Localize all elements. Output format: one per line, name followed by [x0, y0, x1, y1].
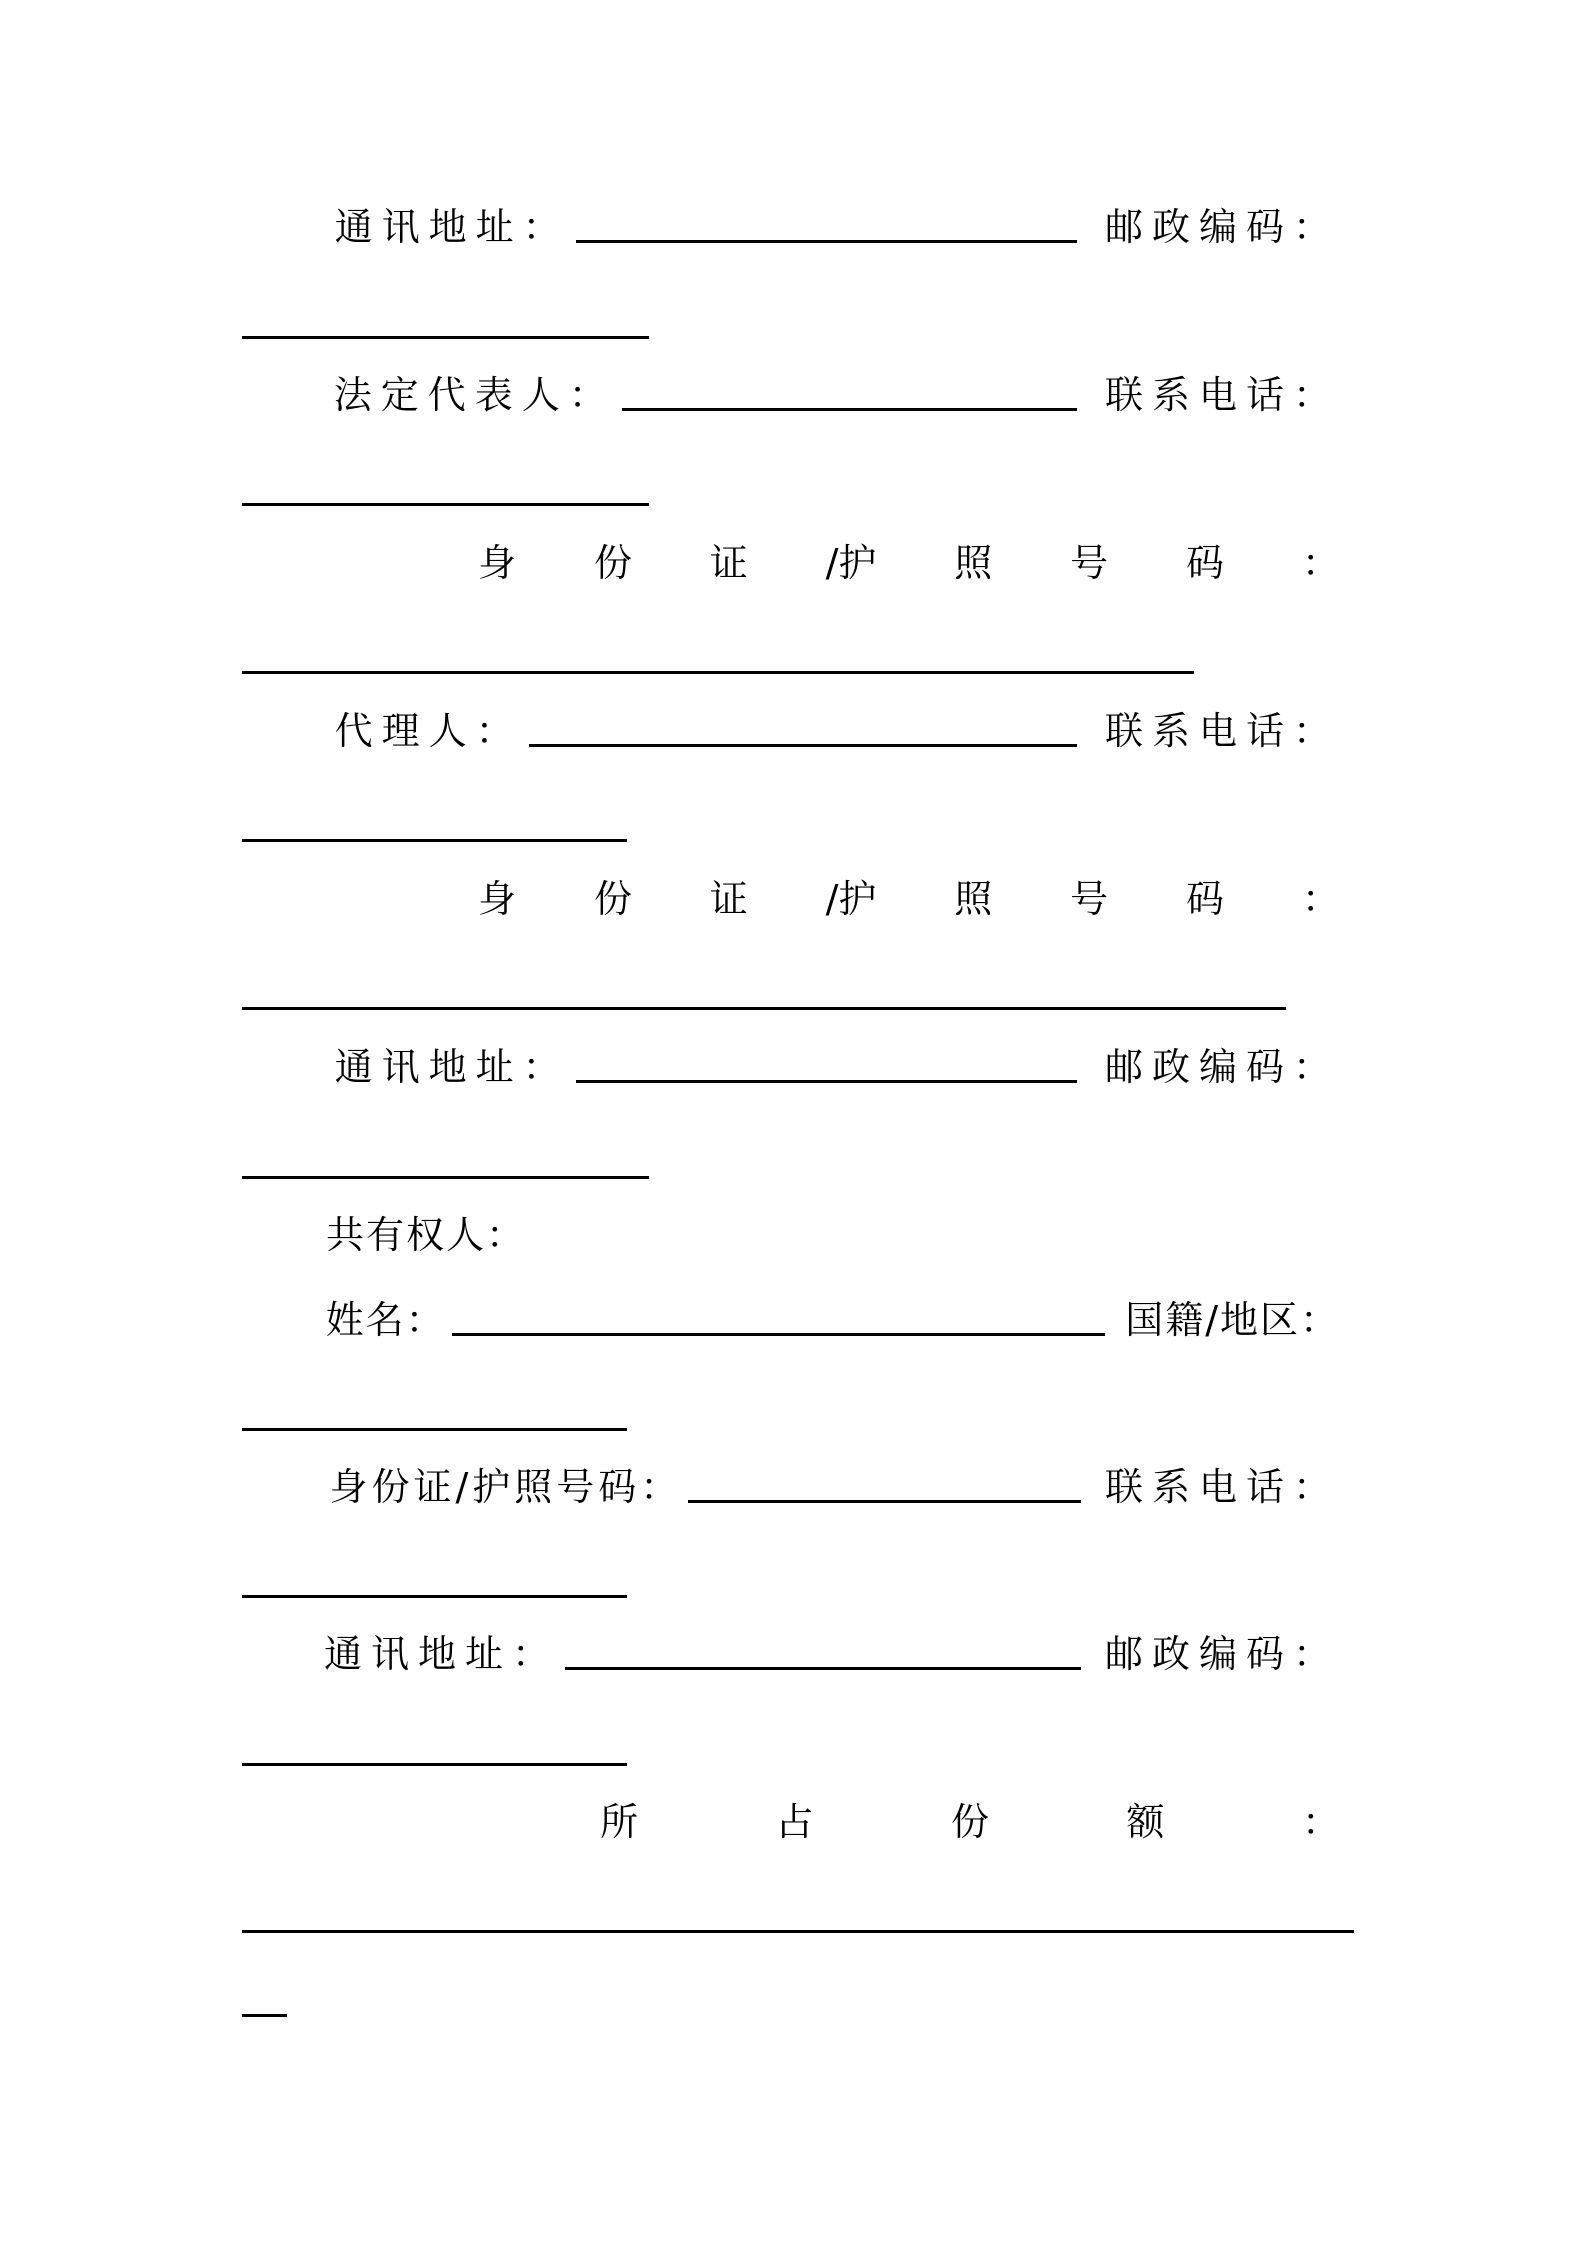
postcode-blank[interactable]	[242, 336, 649, 339]
legal-rep-blank[interactable]	[622, 408, 1077, 411]
id-char: 号	[1070, 541, 1109, 585]
nationality-label: 国籍/地区：	[1125, 1298, 1340, 1342]
co-owner-row	[242, 1205, 1340, 1265]
name-row	[242, 1290, 1340, 1350]
postcode-blank[interactable]	[242, 1176, 649, 1179]
legal-rep-label: 法定代表人：	[333, 373, 616, 417]
address-blank[interactable]	[565, 1667, 1081, 1670]
id-char: ：	[1301, 877, 1340, 921]
id-char: 身	[478, 541, 517, 585]
name-blank[interactable]	[452, 1333, 1106, 1336]
id-number-blank[interactable]	[242, 671, 1194, 674]
co-owner-label: 共有权人：	[326, 1213, 527, 1257]
phone-blank[interactable]	[242, 1595, 627, 1598]
address-blank[interactable]	[576, 1080, 1077, 1083]
id-blank[interactable]	[688, 1500, 1081, 1503]
name-label: 姓名：	[325, 1298, 446, 1342]
share-char: 额	[1126, 1800, 1165, 1844]
phone-label: 联系电话：	[1104, 709, 1340, 753]
agent-blank[interactable]	[529, 744, 1077, 747]
id-char: 码	[1186, 877, 1225, 921]
phone-blank[interactable]	[242, 503, 649, 506]
id-label: 身份证/护照号码：	[329, 1465, 683, 1509]
address-label: 通讯地址：	[334, 1045, 570, 1089]
share-char: 份	[950, 1800, 989, 1844]
address-blank[interactable]	[576, 240, 1077, 243]
share-blank-continued[interactable]	[242, 2014, 287, 2017]
id-char: /护	[825, 877, 877, 921]
id-char: 照	[954, 541, 993, 585]
address-row-3	[242, 1624, 1340, 1684]
share-char: 所	[600, 1800, 639, 1844]
postcode-label: 邮政编码：	[1104, 1045, 1340, 1089]
id-phone-row	[242, 1457, 1340, 1517]
id-char: 号	[1070, 877, 1109, 921]
nationality-blank[interactable]	[242, 1428, 627, 1431]
id-char: ：	[1301, 541, 1340, 585]
phone-label: 联系电话：	[1104, 1465, 1340, 1509]
id-char: /护	[825, 541, 877, 585]
id-char: 证	[709, 877, 748, 921]
phone-blank[interactable]	[242, 839, 627, 842]
address-label: 通讯地址：	[334, 205, 570, 249]
agent-row	[242, 701, 1340, 761]
id-label-spread-1	[478, 533, 1340, 593]
phone-label: 联系电话：	[1104, 373, 1340, 417]
agent-label: 代理人：	[334, 709, 523, 753]
legal-rep-row	[242, 365, 1340, 425]
id-char: 证	[709, 541, 748, 585]
postcode-label: 邮政编码：	[1104, 1632, 1340, 1676]
id-char: 份	[593, 541, 632, 585]
id-label-spread-2	[478, 869, 1340, 929]
share-char: 占	[775, 1800, 814, 1844]
address-row-2	[242, 1037, 1340, 1097]
id-char: 码	[1186, 541, 1225, 585]
id-char: 份	[593, 877, 632, 921]
address-label: 通讯地址：	[324, 1632, 560, 1676]
id-char: 身	[478, 877, 517, 921]
id-char: 照	[954, 877, 993, 921]
id-number-blank[interactable]	[242, 1007, 1286, 1010]
share-blank[interactable]	[242, 1930, 1354, 1933]
postcode-blank[interactable]	[242, 1763, 627, 1766]
address-row-1	[242, 197, 1340, 257]
postcode-label: 邮政编码：	[1104, 205, 1340, 249]
share-char: ：	[1301, 1800, 1340, 1844]
share-label-spread	[600, 1792, 1340, 1852]
